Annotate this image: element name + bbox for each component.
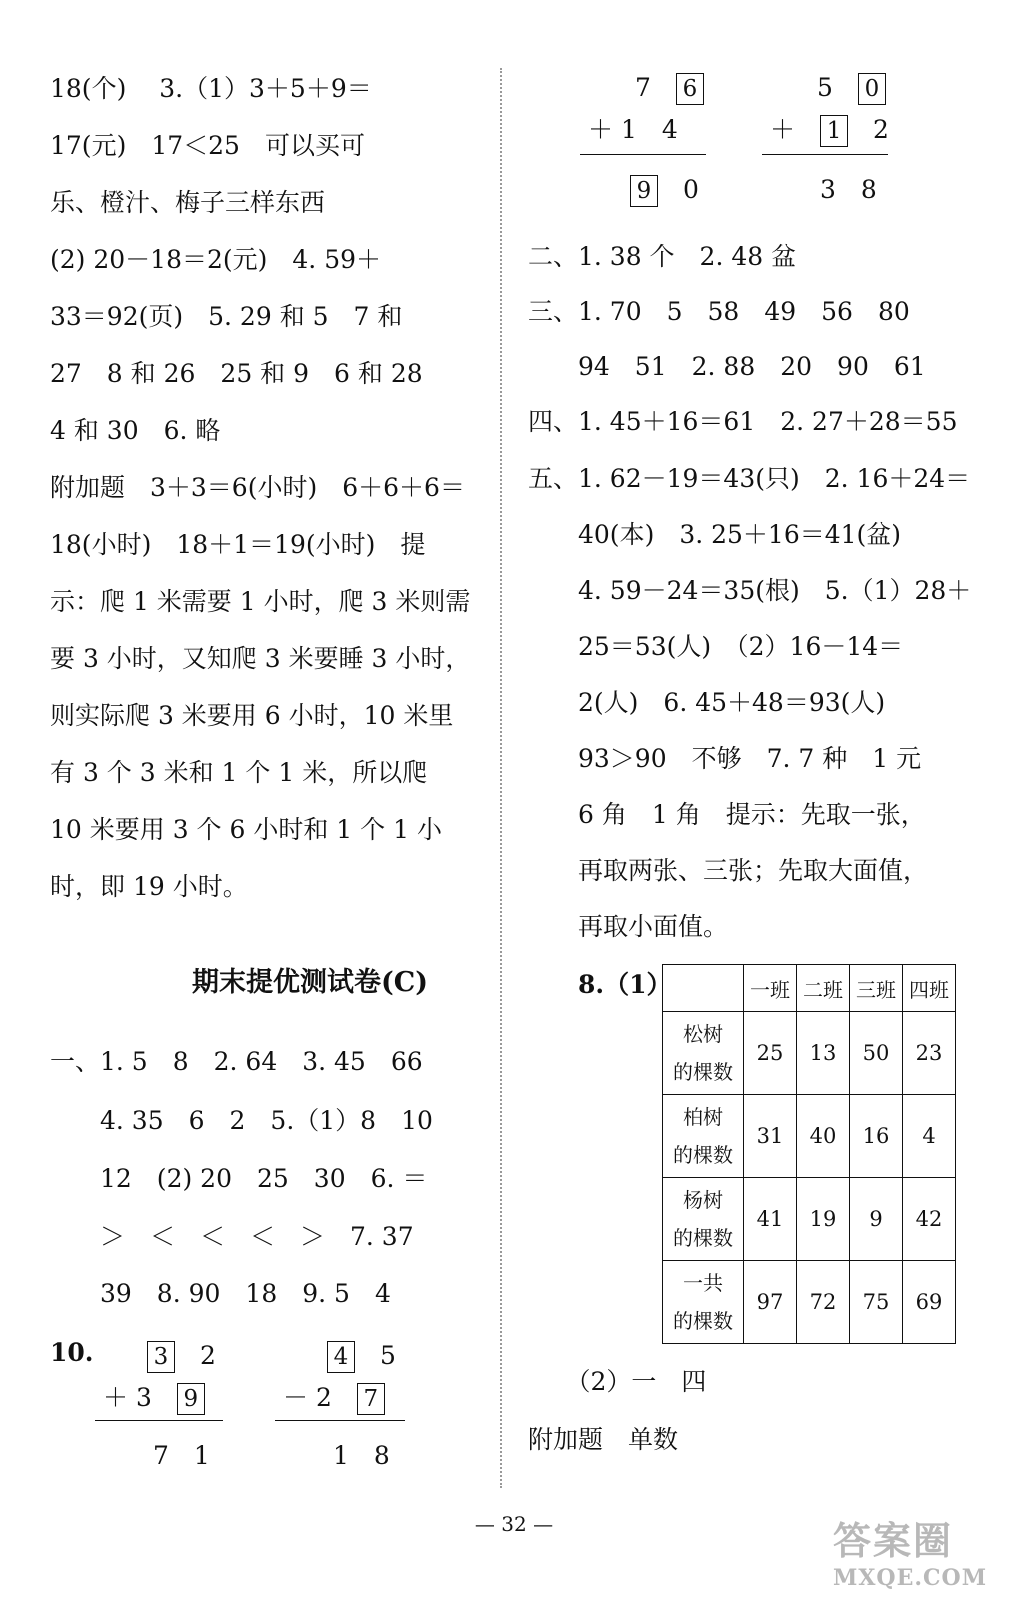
table-row bbox=[663, 1012, 956, 1095]
section-title: 期末提优测试卷(C) bbox=[191, 967, 429, 998]
answer-box: 6 bbox=[676, 73, 704, 105]
table-cell: 13 bbox=[797, 1012, 850, 1095]
text-line: 6 角 1 角 提示：先取一张， bbox=[528, 800, 926, 829]
table-cell: 19 bbox=[797, 1178, 850, 1261]
table-cell: 23 bbox=[903, 1012, 956, 1095]
table-cell: 75 bbox=[850, 1261, 903, 1344]
answer-box: 7 bbox=[357, 1383, 385, 1415]
result: 3 8 bbox=[820, 175, 877, 204]
answer-box: 1 bbox=[820, 115, 848, 147]
sum-line bbox=[580, 154, 706, 155]
vertical-calc-addition bbox=[95, 1336, 225, 1476]
text-line: 再取两张、三张；先取大面值， bbox=[528, 856, 929, 885]
row-label: 的棵数 bbox=[673, 1143, 733, 1167]
bonus-question: 附加题 3＋3＝6(小时) 6＋6＋6＝ bbox=[50, 473, 465, 502]
row-label: 的棵数 bbox=[673, 1226, 733, 1250]
watermark-text: 答案圈 bbox=[833, 1518, 954, 1563]
table-row bbox=[663, 1261, 956, 1344]
row-label: 柏树 bbox=[683, 1105, 723, 1129]
operator-digits: ＋ 1 4 bbox=[588, 115, 678, 144]
watermark-logo bbox=[833, 1510, 998, 1595]
digit: 7 bbox=[635, 73, 651, 102]
sum-line bbox=[762, 154, 888, 155]
text-line: 4. 35 6 2 5.（1）8 10 bbox=[50, 1106, 433, 1135]
text-line: 三、1. 70 5 58 49 56 80 bbox=[528, 297, 910, 326]
operator-digit: ＋ 3 bbox=[103, 1383, 152, 1412]
text-line: 2(人) 6. 45＋48＝93(人) bbox=[528, 688, 886, 717]
sum-line bbox=[95, 1420, 223, 1421]
text-line: 94 51 2. 88 20 90 61 bbox=[528, 352, 926, 381]
digit: 5 bbox=[380, 1341, 396, 1370]
text-line: 示：爬 1 米需要 1 小时，爬 3 米则需 bbox=[50, 587, 471, 616]
row-header bbox=[663, 1012, 744, 1095]
text-line: 有 3 个 3 米和 1 个 1 米，所以爬 bbox=[50, 758, 428, 787]
table-cell: 42 bbox=[903, 1178, 956, 1261]
table-cell: 31 bbox=[744, 1095, 797, 1178]
row-label: 松树 bbox=[683, 1022, 723, 1046]
tree-count-table bbox=[662, 964, 956, 1344]
text-line: 再取小面值。 bbox=[528, 912, 729, 941]
table-cell: 9 bbox=[850, 1178, 903, 1261]
answer-box: 0 bbox=[858, 73, 886, 105]
table-cell: 25 bbox=[744, 1012, 797, 1095]
text-line: 25＝53(人) （2）16－14＝ bbox=[528, 632, 904, 661]
vertical-calc-addition bbox=[580, 68, 710, 208]
row-header bbox=[663, 1261, 744, 1344]
table-cell: 4 bbox=[903, 1095, 956, 1178]
text-line: 乐、橙汁、梅子三样东西 bbox=[50, 188, 326, 217]
text-line: 要 3 小时，又知爬 3 米要睡 3 小时， bbox=[50, 644, 471, 673]
table-header-row bbox=[663, 965, 956, 1012]
digit: 2 bbox=[200, 1341, 216, 1370]
text-line: 17(元) 17＜25 可以买可 bbox=[50, 131, 365, 160]
operator-digit: － 2 bbox=[283, 1383, 332, 1412]
table-cell: 16 bbox=[850, 1095, 903, 1178]
text-line: 五、1. 62－19＝43(只) 2. 16＋24＝ bbox=[528, 464, 971, 493]
table-header-cell: 一班 bbox=[744, 965, 797, 1012]
item-label: 10. bbox=[50, 1338, 94, 1367]
text-line: 则实际爬 3 米要用 6 小时，10 米里 bbox=[50, 701, 454, 730]
table-cell: 50 bbox=[850, 1012, 903, 1095]
table-cell: 72 bbox=[797, 1261, 850, 1344]
item-label: 8.（1） bbox=[578, 970, 672, 999]
answer-box: 4 bbox=[327, 1341, 355, 1373]
row-label: 的棵数 bbox=[673, 1060, 733, 1084]
text-line: 39 8. 90 18 9. 5 4 bbox=[50, 1279, 391, 1308]
bonus-question: 附加题 单数 bbox=[528, 1425, 679, 1454]
text-line: 27 8 和 26 25 和 9 6 和 28 bbox=[50, 359, 423, 388]
text-line: 一、1. 5 8 2. 64 3. 45 66 bbox=[50, 1047, 423, 1076]
result: 7 1 bbox=[153, 1441, 210, 1470]
text-line: 40(本) 3. 25＋16＝41(盆) bbox=[528, 520, 902, 549]
table-cell: 40 bbox=[797, 1095, 850, 1178]
text-line: 18(小时) 18＋1＝19(小时) 提 bbox=[50, 530, 426, 559]
vertical-calc-addition bbox=[762, 68, 892, 208]
row-header bbox=[663, 1095, 744, 1178]
text-line: 12 (2) 20 25 30 6. ＝ bbox=[50, 1164, 428, 1193]
watermark-url: MXQE.COM bbox=[833, 1565, 988, 1591]
text-line: 二、1. 38 个 2. 48 盆 bbox=[528, 242, 797, 271]
text-line: ＞ ＜ ＜ ＜ ＞ 7. 37 bbox=[50, 1222, 414, 1251]
text-line: 时，即 19 小时。 bbox=[50, 872, 248, 901]
table-header-cell: 四班 bbox=[903, 965, 956, 1012]
digit: 0 bbox=[683, 175, 699, 204]
digit: 5 bbox=[817, 73, 833, 102]
vertical-calc-subtraction bbox=[275, 1336, 405, 1476]
text-line: 93＞90 不够 7. 7 种 1 元 bbox=[528, 744, 922, 773]
text-line: 10 米要用 3 个 6 小时和 1 个 1 小 bbox=[50, 815, 442, 844]
table-cell: 97 bbox=[744, 1261, 797, 1344]
table-cell: 69 bbox=[903, 1261, 956, 1344]
row-label: 一共 bbox=[683, 1271, 723, 1295]
row-label: 杨树 bbox=[683, 1188, 723, 1212]
row-label: 的棵数 bbox=[673, 1309, 733, 1333]
text-line: 33＝92(页) 5. 29 和 5 7 和 bbox=[50, 302, 403, 331]
column-divider bbox=[500, 68, 502, 1488]
operator: ＋ bbox=[770, 115, 796, 144]
table-header-cell: 二班 bbox=[797, 965, 850, 1012]
text-line: （2）一 四 bbox=[528, 1367, 707, 1396]
text-line: 4 和 30 6. 略 bbox=[50, 416, 221, 445]
text-line: 18(个) 3.（1）3＋5＋9＝ bbox=[50, 74, 372, 103]
answer-box: 3 bbox=[147, 1341, 175, 1373]
difference-line bbox=[275, 1420, 405, 1421]
table-row bbox=[663, 1095, 956, 1178]
digit: 2 bbox=[873, 115, 889, 144]
table-header-cell: 三班 bbox=[850, 965, 903, 1012]
answer-box: 9 bbox=[630, 175, 658, 207]
table-corner-cell bbox=[663, 965, 744, 1012]
table-cell: 41 bbox=[744, 1178, 797, 1261]
row-header bbox=[663, 1178, 744, 1261]
result: 1 8 bbox=[333, 1441, 390, 1470]
text-line: (2) 20－18＝2(元) 4. 59＋ bbox=[50, 245, 382, 274]
text-line: 四、1. 45＋16＝61 2. 27＋28＝55 bbox=[528, 407, 958, 436]
text-line: 4. 59－24＝35(根) 5.（1）28＋ bbox=[528, 576, 972, 605]
table-row bbox=[663, 1178, 956, 1261]
answer-box: 9 bbox=[177, 1383, 205, 1415]
page-number: — 32 — bbox=[474, 1512, 554, 1536]
